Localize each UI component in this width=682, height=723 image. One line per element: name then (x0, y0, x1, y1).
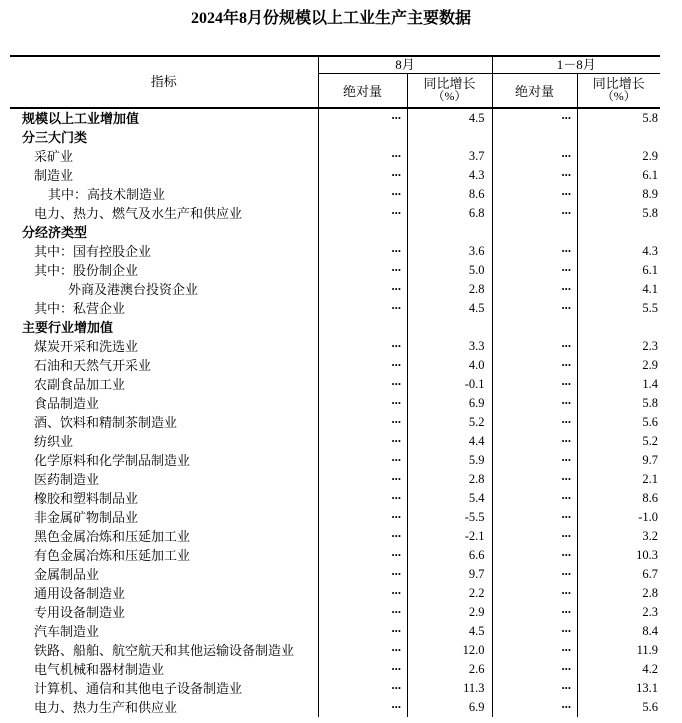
indicator-cell: 农副食品加工业 (34, 376, 126, 392)
indicator-cell: 其中：国有控股企业 (34, 243, 152, 259)
ytd-yoy-cell: 11.9 (577, 641, 660, 660)
ytd-yoy-cell: 10.3 (577, 546, 660, 565)
header-aug-yoy (407, 74, 492, 108)
table-row (10, 337, 660, 356)
ytd-yoy-cell: 5.5 (577, 299, 660, 318)
ytd-absolute-cell: ··· (492, 166, 577, 185)
aug-yoy-cell: 5.2 (407, 413, 492, 432)
aug-yoy-cell: 8.6 (407, 185, 492, 204)
ytd-yoy-cell: 2.1 (577, 470, 660, 489)
indicator-cell: 通用设备制造业 (34, 585, 126, 601)
aug-absolute-cell: ··· (318, 337, 407, 356)
aug-yoy-cell: 5.0 (407, 261, 492, 280)
indicator-cell: 分经济类型 (22, 224, 88, 240)
ytd-yoy-cell: 4.3 (577, 242, 660, 261)
table-row (10, 660, 660, 679)
ytd-absolute-cell (492, 128, 577, 147)
table-row (10, 413, 660, 432)
aug-yoy-cell (407, 128, 492, 147)
ytd-absolute-cell (492, 223, 577, 242)
ytd-absolute-cell: ··· (492, 603, 577, 622)
ytd-yoy-cell: 5.6 (577, 698, 660, 717)
table-row (10, 223, 660, 242)
header-indicator: 指标 (10, 56, 318, 108)
table-row (10, 641, 660, 660)
page-title: 2024年8月份规模以上工业生产主要数据 (190, 10, 471, 27)
table-row (10, 166, 660, 185)
indicator-cell: 规模以上工业增加值 (22, 110, 140, 126)
aug-yoy-cell: 6.6 (407, 546, 492, 565)
ytd-absolute-cell: ··· (492, 508, 577, 527)
indicator-cell: 食品制造业 (34, 395, 100, 411)
table-row (10, 679, 660, 698)
indicator-cell: 外商及港澳台投资企业 (68, 281, 199, 297)
ytd-absolute-cell: ··· (492, 204, 577, 223)
ytd-yoy-cell: 13.1 (577, 679, 660, 698)
table-row (10, 527, 660, 546)
aug-absolute-cell: ··· (318, 375, 407, 394)
ytd-absolute-cell: ··· (492, 679, 577, 698)
table-row (10, 584, 660, 603)
ytd-absolute-cell: ··· (492, 565, 577, 584)
aug-absolute-cell: ··· (318, 299, 407, 318)
ytd-yoy-cell: 6.1 (577, 261, 660, 280)
table-header (10, 56, 660, 108)
aug-yoy-cell: 2.6 (407, 660, 492, 679)
aug-absolute-cell: ··· (318, 622, 407, 641)
aug-absolute-cell: ··· (318, 280, 407, 299)
table-row (10, 394, 660, 413)
aug-yoy-cell: 4.5 (407, 299, 492, 318)
table-row (10, 451, 660, 470)
header-jan-to-aug: 1－8月 (492, 56, 660, 74)
table-row (10, 470, 660, 489)
header-august: 8月 (318, 56, 492, 74)
indicator-cell: 金属制品业 (34, 566, 100, 582)
aug-absolute-cell: ··· (318, 565, 407, 584)
aug-absolute-cell: ··· (318, 166, 407, 185)
table-row (10, 185, 660, 204)
ytd-yoy-cell (577, 318, 660, 337)
table-row (10, 508, 660, 527)
aug-yoy-cell: 5.4 (407, 489, 492, 508)
ytd-absolute-cell: ··· (492, 622, 577, 641)
table-row (10, 261, 660, 280)
indicator-cell: 纺织业 (34, 433, 74, 449)
ytd-absolute-cell: ··· (492, 299, 577, 318)
yoy-unit-label: （%） (601, 89, 636, 104)
aug-absolute-cell: ··· (318, 679, 407, 698)
aug-absolute-cell (318, 223, 407, 242)
table-row (10, 356, 660, 375)
indicator-cell: 电力、热力、燃气及水生产和供应业 (34, 205, 243, 221)
ytd-yoy-cell: 8.4 (577, 622, 660, 641)
ytd-absolute-cell: ··· (492, 584, 577, 603)
ytd-yoy-cell: 4.1 (577, 280, 660, 299)
aug-yoy-cell: 4.5 (407, 108, 492, 128)
ytd-absolute-cell: ··· (492, 432, 577, 451)
ytd-yoy-cell: 9.7 (577, 451, 660, 470)
table-row (10, 204, 660, 223)
indicator-cell: 有色金属冶炼和压延加工业 (34, 547, 191, 563)
indicator-cell: 橡胶和塑料制品业 (34, 490, 139, 506)
ytd-yoy-cell (577, 223, 660, 242)
aug-yoy-cell: -0.1 (407, 375, 492, 394)
table-row (10, 147, 660, 166)
header-ytd-yoy (577, 74, 660, 108)
table-row (10, 432, 660, 451)
table-row (10, 489, 660, 508)
indicator-cell: 主要行业增加值 (22, 319, 114, 335)
indicator-cell: 计算机、通信和其他电子设备制造业 (34, 680, 243, 696)
ytd-yoy-cell: 6.7 (577, 565, 660, 584)
ytd-yoy-cell: 5.8 (577, 108, 660, 128)
aug-yoy-cell: 9.7 (407, 565, 492, 584)
table-row (10, 128, 660, 147)
aug-yoy-cell: 3.6 (407, 242, 492, 261)
ytd-yoy-cell: 3.2 (577, 527, 660, 546)
ytd-absolute-cell: ··· (492, 660, 577, 679)
indicator-cell: 电力、热力生产和供应业 (34, 699, 178, 715)
ytd-yoy-cell: 5.2 (577, 432, 660, 451)
aug-absolute-cell: ··· (318, 261, 407, 280)
aug-absolute-cell: ··· (318, 185, 407, 204)
yoy-unit-label: （%） (432, 89, 467, 104)
ytd-absolute-cell: ··· (492, 185, 577, 204)
header-aug-absolute: 绝对量 (318, 74, 407, 108)
aug-yoy-cell: 6.8 (407, 204, 492, 223)
aug-yoy-cell (407, 223, 492, 242)
table-row (10, 280, 660, 299)
table-row (10, 603, 660, 622)
yoy-label: 同比增长 (423, 76, 476, 92)
table-row (10, 565, 660, 584)
ytd-absolute-cell: ··· (492, 470, 577, 489)
aug-yoy-cell: 2.2 (407, 584, 492, 603)
ytd-yoy-cell: 6.1 (577, 166, 660, 185)
ytd-absolute-cell: ··· (492, 147, 577, 166)
table-row (10, 108, 660, 128)
yoy-label: 同比增长 (592, 76, 645, 92)
ytd-absolute-cell: ··· (492, 489, 577, 508)
aug-absolute-cell: ··· (318, 546, 407, 565)
aug-yoy-cell (407, 318, 492, 337)
indicator-cell: 化学原料和化学制品制造业 (34, 452, 191, 468)
indicator-cell: 分三大门类 (22, 129, 88, 145)
aug-absolute-cell: ··· (318, 527, 407, 546)
aug-absolute-cell: ··· (318, 204, 407, 223)
ytd-yoy-cell (577, 128, 660, 147)
aug-absolute-cell: ··· (318, 242, 407, 261)
aug-absolute-cell: ··· (318, 603, 407, 622)
table-body (10, 108, 660, 717)
ytd-absolute-cell: ··· (492, 337, 577, 356)
aug-absolute-cell: ··· (318, 489, 407, 508)
aug-yoy-cell: 2.8 (407, 470, 492, 489)
table-row (10, 299, 660, 318)
ytd-absolute-cell: ··· (492, 280, 577, 299)
table-row (10, 375, 660, 394)
aug-yoy-cell: 2.8 (407, 280, 492, 299)
ytd-absolute-cell: ··· (492, 413, 577, 432)
aug-absolute-cell: ··· (318, 470, 407, 489)
table-row (10, 242, 660, 261)
aug-yoy-cell: 4.5 (407, 622, 492, 641)
ytd-yoy-cell: 8.9 (577, 185, 660, 204)
aug-absolute-cell: ··· (318, 147, 407, 166)
aug-yoy-cell: 4.3 (407, 166, 492, 185)
aug-absolute-cell: ··· (318, 432, 407, 451)
aug-absolute-cell: ··· (318, 508, 407, 527)
table-row (10, 698, 660, 717)
ytd-absolute-cell: ··· (492, 394, 577, 413)
indicator-cell: 汽车制造业 (34, 623, 100, 639)
indicator-cell: 其中：股份制企业 (34, 262, 139, 278)
aug-yoy-cell: 3.3 (407, 337, 492, 356)
aug-absolute-cell: ··· (318, 108, 407, 128)
aug-yoy-cell: 4.0 (407, 356, 492, 375)
ytd-absolute-cell: ··· (492, 527, 577, 546)
ytd-absolute-cell: ··· (492, 451, 577, 470)
indicator-cell: 采矿业 (34, 148, 74, 164)
ytd-absolute-cell: ··· (492, 356, 577, 375)
aug-yoy-cell: 4.4 (407, 432, 492, 451)
indicator-cell: 黑色金属冶炼和压延加工业 (34, 528, 191, 544)
aug-yoy-cell: 5.9 (407, 451, 492, 470)
aug-absolute-cell: ··· (318, 394, 407, 413)
ytd-yoy-cell: -1.0 (577, 508, 660, 527)
aug-absolute-cell: ··· (318, 584, 407, 603)
ytd-yoy-cell: 5.6 (577, 413, 660, 432)
ytd-yoy-cell: 4.2 (577, 660, 660, 679)
indicator-cell: 非金属矿物制品业 (34, 509, 139, 525)
ytd-yoy-cell: 1.4 (577, 375, 660, 394)
indicator-cell: 医药制造业 (34, 471, 100, 487)
indicator-cell: 电气机械和器材制造业 (34, 661, 165, 677)
industrial-production-table (10, 55, 660, 717)
indicator-cell: 其中：高技术制造业 (48, 186, 166, 202)
ytd-yoy-cell: 5.8 (577, 204, 660, 223)
aug-yoy-cell: 6.9 (407, 698, 492, 717)
ytd-yoy-cell: 2.9 (577, 356, 660, 375)
ytd-absolute-cell: ··· (492, 261, 577, 280)
indicator-cell: 煤炭开采和洗选业 (34, 338, 139, 354)
indicator-cell: 铁路、船舶、航空航天和其他运输设备制造业 (34, 642, 295, 658)
aug-absolute-cell: ··· (318, 413, 407, 432)
ytd-absolute-cell: ··· (492, 108, 577, 128)
ytd-absolute-cell: ··· (492, 546, 577, 565)
ytd-yoy-cell: 2.9 (577, 147, 660, 166)
aug-yoy-cell: 6.9 (407, 394, 492, 413)
indicator-cell: 制造业 (34, 167, 74, 183)
header-ytd-absolute: 绝对量 (492, 74, 577, 108)
aug-yoy-cell: 2.9 (407, 603, 492, 622)
ytd-absolute-cell: ··· (492, 698, 577, 717)
header-period-row (10, 56, 660, 74)
aug-yoy-cell: -5.5 (407, 508, 492, 527)
table-row (10, 318, 660, 337)
aug-yoy-cell: 11.3 (407, 679, 492, 698)
table-row (10, 622, 660, 641)
ytd-yoy-cell: 5.8 (577, 394, 660, 413)
ytd-absolute-cell (492, 318, 577, 337)
aug-yoy-cell: 12.0 (407, 641, 492, 660)
aug-absolute-cell: ··· (318, 641, 407, 660)
aug-absolute-cell: ··· (318, 356, 407, 375)
indicator-cell: 酒、饮料和精制茶制造业 (34, 414, 178, 430)
aug-absolute-cell (318, 318, 407, 337)
aug-yoy-cell: 3.7 (407, 147, 492, 166)
indicator-cell: 其中：私营企业 (34, 300, 126, 316)
ytd-absolute-cell: ··· (492, 641, 577, 660)
aug-absolute-cell (318, 128, 407, 147)
aug-absolute-cell: ··· (318, 660, 407, 679)
ytd-absolute-cell: ··· (492, 242, 577, 261)
aug-absolute-cell: ··· (318, 698, 407, 717)
ytd-absolute-cell: ··· (492, 375, 577, 394)
ytd-yoy-cell: 2.8 (577, 584, 660, 603)
aug-absolute-cell: ··· (318, 451, 407, 470)
ytd-yoy-cell: 2.3 (577, 337, 660, 356)
aug-yoy-cell: -2.1 (407, 527, 492, 546)
table-row (10, 546, 660, 565)
indicator-cell: 石油和天然气开采业 (34, 357, 152, 373)
ytd-yoy-cell: 8.6 (577, 489, 660, 508)
indicator-cell: 专用设备制造业 (34, 604, 126, 620)
ytd-yoy-cell: 2.3 (577, 603, 660, 622)
